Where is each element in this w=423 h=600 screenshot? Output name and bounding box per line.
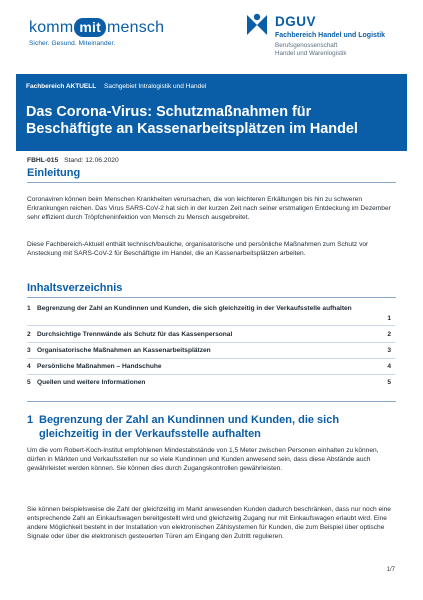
toc-item-page: 4 (387, 363, 391, 370)
toc-item[interactable] (27, 330, 395, 339)
page-number: 1/7 (386, 567, 395, 573)
heading-rule (27, 297, 396, 298)
kmm-slogan: Sicher. Gesund. Miteinander. (29, 40, 116, 47)
section-number: 1 (27, 414, 34, 426)
dguv-bg-line1: Berufsgenossenschaft (275, 42, 338, 49)
document-meta (27, 157, 119, 164)
kmm-word-right: mensch (106, 18, 165, 36)
toc-item[interactable] (27, 362, 395, 371)
toc-item-text: Durchsichtige Trennwände als Schutz für das Kassenpersonal (37, 331, 233, 338)
subject-label: Sachgebiet Intralogistik und Handel (104, 83, 207, 90)
section-1-paragraph-2: Sie können beispielsweise die Zahl der gleichzeitig im Markt anwesenden Kunden dadurch beschränken, dass nur noch eine entsprechende Zahl an Einkaufswagen bereitgestellt wird und gleichzeitig Zugang nur mit Einkaufswagen erlaubt wird. Eine andere Möglichkeit besteht in der Installation von elektronischen Zählsystemen für Kunden, die zum Beispiel über optische Signale oder über die elektronisch gesteuerten Türen am Eingang den Zutritt regulieren. (27, 506, 391, 540)
toc-item-number: 3 (27, 347, 31, 354)
toc-item-text: Quellen und weitere Informationen (37, 379, 146, 386)
section-rule (27, 401, 396, 402)
heading-rule (27, 182, 396, 183)
dguv-fachbereich: Fachbereich Handel und Logistik (275, 32, 386, 39)
intro-heading: Einleitung (27, 167, 81, 179)
toc-item-text: Organisatorische Maßnahmen an Kassenarbeitsplätzen (37, 347, 211, 354)
intro-paragraph-2: Diese Fachbereich-Aktuell enthält technisch/bauliche, organisatorische und persönliche Maßnahmen zum Schutz vor Ansteckung mit SARS-CoV-2 für Beschäftigte im Handel, die an Kassenarbeitsplätzen arbeiten. (27, 241, 369, 257)
toc-divider (27, 358, 395, 359)
toc-item-page: 5 (387, 379, 391, 386)
toc-item-number: 5 (27, 379, 31, 386)
toc-item-page: 2 (387, 331, 391, 338)
toc-divider (27, 374, 395, 375)
toc-divider (27, 342, 395, 343)
toc-item-number: 4 (27, 363, 31, 370)
toc-item-page: 1 (387, 315, 391, 322)
dguv-logo (244, 11, 414, 69)
section-1-paragraph-1: Um die vom Robert-Koch-Institut empfohlenen Mindestabstände von 1,5 Meter zwischen Personen einhalten zu können, dürfen in Märkten und Verkaufsstellen nur so viele Kundinnen und Kunden anwesend sein, dass diese Abstände auch gewährleistet werden können. Sie können dies durch Zugangskontrollen gewährleisten. (27, 447, 379, 472)
toc-item[interactable] (27, 378, 395, 387)
title-band (16, 74, 407, 151)
kommmitmensch-wordmark (29, 18, 164, 37)
kmm-badge: mit (74, 18, 106, 37)
kmm-word-left: komm (29, 18, 74, 36)
dguv-bg-line2: Handel und Warenlogistik (275, 50, 347, 57)
dguv-emblem-icon (244, 11, 270, 37)
doc-status-date: Stand: 12.06.2020 (64, 157, 119, 164)
toc-heading: Inhaltsverzeichnis (27, 282, 123, 294)
toc-item-number: 2 (27, 331, 31, 338)
toc-item-page: 3 (387, 347, 391, 354)
toc-item-text: Begrenzung der Zahl an Kundinnen und Kunden, die sich gleichzeitig in der Verkaufsstelle aufhalten (37, 305, 352, 312)
toc-item-number: 1 (27, 305, 31, 312)
doc-id: FBHL-015 (27, 157, 59, 164)
kommmitmensch-logo (29, 18, 164, 47)
toc-item[interactable] (27, 346, 395, 355)
series-label: Fachbereich AKTUELL (26, 83, 97, 90)
toc-divider (27, 325, 395, 326)
intro-paragraph-1: Coronaviren können beim Menschen Krankheiten verursachen, die von leichteren Erkältungen bis hin zu schweren Erkrankungen reichen. Das Virus SARS-CoV-2 hat sich in der kurzen Zeit nach seiner erstmaligen Entdeckung im Dezember sehr effizient durch Tröpfcheninfektion von Mensch zu Mensch ausgebreitet. (27, 196, 391, 221)
toc-item[interactable] (27, 304, 395, 323)
document-title: Das Corona-Virus: Schutzmaßnahmen für Beschäftigte an Kassenarbeitsplätzen im Handel (26, 104, 358, 137)
dguv-name: DGUV (275, 14, 317, 29)
section-title: Begrenzung der Zahl an Kundinnen und Kunden, die sich gleichzeitig in der Verkaufsstelle aufhalten (39, 414, 340, 440)
toc-item-text: Persönliche Maßnahmen – Handschuhe (37, 363, 162, 370)
band-meta (26, 83, 206, 90)
